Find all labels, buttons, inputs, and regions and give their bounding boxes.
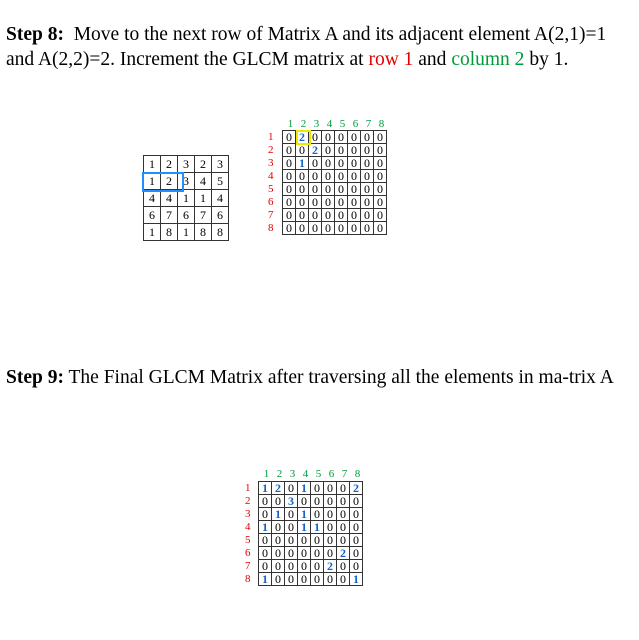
glcm-step8-row: [283, 222, 387, 235]
glcm-step8-cell: 0: [348, 209, 361, 222]
glcm-final-row: [259, 482, 363, 495]
glcm-step8-cell: 0: [322, 157, 335, 170]
matrix-a-cell: 7: [195, 207, 212, 224]
glcm-final-cell: 0: [259, 534, 272, 547]
glcm-step8-col-index: 1: [287, 118, 294, 130]
glcm-final-cell: 3: [285, 495, 298, 508]
glcm-final-row-index: 5: [245, 534, 251, 546]
matrix-a-pair-highlight: [142, 172, 184, 192]
glcm-step8-row-index: 8: [268, 222, 274, 234]
glcm-step8-cell-highlight: [296, 130, 311, 145]
glcm-step8-cell: 0: [361, 170, 374, 183]
matrix-a-cell: 1: [178, 224, 195, 241]
glcm-step8-cell: 0: [374, 144, 387, 157]
glcm-step8-cell: 0: [296, 222, 309, 235]
glcm-final-row: [259, 534, 363, 547]
matrix-a-cell: 2: [161, 173, 178, 190]
glcm-step8-row: [283, 144, 387, 157]
glcm-step8-row: [283, 170, 387, 183]
glcm-final-row: [259, 573, 363, 586]
glcm-final-cell: 0: [324, 508, 337, 521]
glcm-step8-cell: 0: [374, 183, 387, 196]
glcm-final-cell: 2: [324, 560, 337, 573]
glcm-step8-cell: 0: [374, 222, 387, 235]
glcm-step8-cell: 0: [348, 157, 361, 170]
glcm-step8-matrix: [282, 130, 387, 235]
glcm-step8-cell: 0: [335, 209, 348, 222]
glcm-step8-cell: 0: [296, 183, 309, 196]
glcm-final-cell: 0: [285, 560, 298, 573]
glcm-final-cell: 0: [350, 560, 363, 573]
glcm-final-cell: 0: [285, 547, 298, 560]
glcm-final-row: [259, 508, 363, 521]
matrix-a-cell: 6: [178, 207, 195, 224]
glcm-final-cell: 0: [272, 573, 285, 586]
glcm-step8-cell: 0: [335, 170, 348, 183]
glcm-final-cell: 0: [298, 534, 311, 547]
glcm-final-col-index: 4: [302, 468, 309, 480]
glcm-step8-cell: 0: [322, 131, 335, 144]
glcm-final-cell: 0: [298, 573, 311, 586]
glcm-step8-col-index: 4: [326, 118, 333, 130]
matrix-a-cell: 4: [161, 190, 178, 207]
glcm-step8-cell: 0: [374, 131, 387, 144]
glcm-final-cell: 1: [298, 521, 311, 534]
glcm-final-cell: 0: [324, 573, 337, 586]
matrix-a-row: [144, 190, 229, 207]
glcm-final-col-index: 3: [289, 468, 296, 480]
glcm-final-cell: 0: [285, 521, 298, 534]
matrix-a-cell: 4: [212, 190, 229, 207]
glcm-step8-cell: 0: [348, 183, 361, 196]
glcm-final-row-index: 2: [245, 495, 251, 507]
glcm-final-cell: 0: [337, 521, 350, 534]
glcm-final-cell: 0: [298, 560, 311, 573]
glcm-final-row-index: 3: [245, 508, 251, 520]
glcm-step8-cell: 0: [322, 222, 335, 235]
glcm-final-cell: 0: [350, 495, 363, 508]
matrix-a-cell: 3: [178, 156, 195, 173]
glcm-final-cell: 0: [350, 534, 363, 547]
glcm-step8-cell: 0: [309, 196, 322, 209]
glcm-step8-col-index: 8: [378, 118, 385, 130]
glcm-final-cell: 2: [337, 547, 350, 560]
glcm-step8-cell: 2: [309, 144, 322, 157]
glcm-step8-col-index: 3: [313, 118, 320, 130]
matrix-a-cell: 6: [144, 207, 161, 224]
matrix-a-cell: 3: [212, 156, 229, 173]
glcm-final-cell: 0: [337, 534, 350, 547]
glcm-final-cell: 0: [285, 482, 298, 495]
glcm-final-cell: 0: [350, 521, 363, 534]
glcm-step8-row-index: 1: [268, 131, 274, 143]
glcm-final-col-index: 5: [315, 468, 322, 480]
glcm-step8-cell: 0: [361, 144, 374, 157]
glcm-final-row: [259, 560, 363, 573]
step8-text: Move to the next row of Matrix A and its adjacent element A(2,1)=1 and A(2,2)=2. Increment the GLCM matrix at: [6, 24, 607, 70]
glcm-step8-cell: 0: [335, 144, 348, 157]
glcm-step8-cell: 0: [309, 131, 322, 144]
glcm-step8-cell: 0: [348, 222, 361, 235]
glcm-final-cell: 2: [272, 482, 285, 495]
glcm-final-row: [259, 521, 363, 534]
matrix-a-cell: 6: [212, 207, 229, 224]
glcm-step8-row-index: 2: [268, 144, 274, 156]
glcm-final-row-index: 4: [245, 521, 251, 533]
glcm-final-cell: 0: [337, 560, 350, 573]
glcm-step8-cell: 0: [309, 157, 322, 170]
glcm-step8-cell: 0: [283, 131, 296, 144]
glcm-final-cell: 0: [272, 547, 285, 560]
glcm-step8-cell: 0: [335, 196, 348, 209]
glcm-final-cell: 0: [272, 534, 285, 547]
matrix-a-cell: 2: [195, 156, 212, 173]
glcm-step8-cell: 0: [322, 170, 335, 183]
glcm-step8-cell: 0: [374, 196, 387, 209]
matrix-a-cell: 8: [195, 224, 212, 241]
glcm-final-cell: 0: [311, 495, 324, 508]
glcm-final-cell: 1: [298, 482, 311, 495]
matrix-a-cell: 5: [212, 173, 229, 190]
glcm-step8-column-indices: [284, 118, 388, 130]
glcm-final-cell: 0: [259, 495, 272, 508]
step8-row-word: row 1: [368, 49, 414, 70]
glcm-final-cell: 0: [311, 508, 324, 521]
glcm-step8-row-index: 6: [268, 196, 274, 208]
glcm-final-cell: 1: [298, 508, 311, 521]
glcm-step8-cell: 0: [309, 183, 322, 196]
glcm-step8-row: [283, 157, 387, 170]
glcm-final-cell: 0: [298, 495, 311, 508]
glcm-step8-cell: 0: [374, 170, 387, 183]
glcm-final-cell: 0: [350, 508, 363, 521]
glcm-final-row-index: 6: [245, 547, 251, 559]
glcm-final-cell: 0: [285, 534, 298, 547]
glcm-step8-cell: 0: [283, 157, 296, 170]
glcm-final-row-index: 8: [245, 573, 251, 585]
glcm-final-cell: 1: [272, 508, 285, 521]
glcm-step8-row-index: 3: [268, 157, 274, 169]
glcm-final-matrix: [258, 481, 363, 586]
glcm-final-row-index: 7: [245, 560, 251, 572]
glcm-step8-cell: 0: [283, 183, 296, 196]
glcm-step8-cell: 0: [322, 144, 335, 157]
glcm-final-cell: 1: [259, 482, 272, 495]
step8-paragraph: [6, 22, 634, 72]
glcm-step8-cell: 0: [309, 209, 322, 222]
step9-paragraph: [6, 365, 616, 390]
glcm-step8-cell: 0: [361, 209, 374, 222]
matrix-a-cell: 1: [144, 224, 161, 241]
glcm-final-cell: 0: [272, 495, 285, 508]
glcm-final-cell: 2: [350, 482, 363, 495]
glcm-final-cell: 0: [311, 560, 324, 573]
glcm-step8-cell: 0: [309, 170, 322, 183]
glcm-final-row-index: 1: [245, 482, 251, 494]
matrix-a-cell: 8: [161, 224, 178, 241]
glcm-final-cell: 0: [272, 521, 285, 534]
glcm-step8-cell: 0: [283, 170, 296, 183]
glcm-step8-col-index: 6: [352, 118, 359, 130]
glcm-final-row: [259, 547, 363, 560]
step8-between: and: [413, 49, 452, 70]
glcm-final-column-indices: [260, 468, 364, 480]
glcm-step8-cell: 1: [296, 157, 309, 170]
glcm-step8-cell: 0: [348, 196, 361, 209]
glcm-step8-cell: 0: [348, 144, 361, 157]
glcm-step8-cell: 0: [374, 209, 387, 222]
glcm-final-cell: 0: [324, 521, 337, 534]
glcm-final-cell: 0: [285, 573, 298, 586]
matrix-a-row: [144, 156, 229, 173]
matrix-a-cell: 1: [144, 156, 161, 173]
glcm-step8-cell: 0: [296, 196, 309, 209]
matrix-a: [143, 155, 229, 241]
glcm-final-cell: 0: [311, 573, 324, 586]
glcm-final-cell: 1: [350, 573, 363, 586]
glcm-final-cell: 0: [337, 508, 350, 521]
glcm-step8-cell: 0: [374, 157, 387, 170]
matrix-a-cell: 8: [212, 224, 229, 241]
glcm-step8-cell: 0: [361, 183, 374, 196]
glcm-step8-row-index: 7: [268, 209, 274, 221]
glcm-final-cell: 0: [337, 482, 350, 495]
glcm-final-col-index: 7: [341, 468, 348, 480]
glcm-step8-row: [283, 183, 387, 196]
glcm-final-cell: 0: [337, 573, 350, 586]
glcm-step8-cell: 0: [361, 157, 374, 170]
matrix-a-cell: 4: [144, 190, 161, 207]
glcm-final-cell: 0: [324, 495, 337, 508]
glcm-final-cell: 0: [324, 534, 337, 547]
glcm-step8-row: [283, 196, 387, 209]
glcm-step8-row-index: 5: [268, 183, 274, 195]
glcm-step8-cell: 0: [361, 131, 374, 144]
glcm-step8-cell: 0: [361, 196, 374, 209]
glcm-step8-cell: 0: [322, 183, 335, 196]
glcm-step8-col-index: 2: [300, 118, 307, 130]
glcm-final-cell: 1: [259, 521, 272, 534]
step8-label: Step 8:: [6, 24, 64, 45]
glcm-step8-cell: 0: [348, 170, 361, 183]
step8-col-word: column 2: [451, 49, 525, 70]
glcm-final-cell: 0: [272, 560, 285, 573]
glcm-final-cell: 0: [311, 482, 324, 495]
matrix-a-cell: 1: [178, 190, 195, 207]
glcm-step8-cell: 0: [348, 131, 361, 144]
glcm-step8-cell: 0: [283, 144, 296, 157]
glcm-final-row: [259, 495, 363, 508]
step9-label: Step 9:: [6, 367, 64, 388]
glcm-step8-cell: 0: [335, 222, 348, 235]
glcm-step8-cell: 0: [283, 209, 296, 222]
glcm-final-cell: 0: [350, 547, 363, 560]
glcm-final-cell: 0: [285, 508, 298, 521]
glcm-step8-cell: 0: [322, 209, 335, 222]
glcm-final-cell: 1: [259, 573, 272, 586]
glcm-step8-cell: 0: [283, 196, 296, 209]
matrix-a-cell: 7: [161, 207, 178, 224]
matrix-a-cell: 4: [195, 173, 212, 190]
glcm-final-col-index: 6: [328, 468, 335, 480]
matrix-a-cell: 2: [161, 156, 178, 173]
step8-text-after: by 1.: [524, 49, 569, 70]
glcm-final-row-indices: [245, 482, 251, 586]
glcm-step8-cell: 0: [296, 144, 309, 157]
glcm-step8-cell: 0: [296, 170, 309, 183]
glcm-step8-cell: 0: [322, 196, 335, 209]
glcm-step8-row-indices: [268, 131, 274, 235]
glcm-final-col-index: 1: [263, 468, 270, 480]
matrix-a-cell: 3: [178, 173, 195, 190]
glcm-final-cell: 0: [324, 482, 337, 495]
glcm-step8-cell: 0: [335, 131, 348, 144]
matrix-a-cell: 1: [144, 173, 161, 190]
matrix-a-cell: 1: [195, 190, 212, 207]
glcm-final-cell: 0: [337, 495, 350, 508]
glcm-final-cell: 0: [311, 534, 324, 547]
glcm-final-col-index: 8: [354, 468, 361, 480]
glcm-step8-cell: 2: [296, 131, 309, 144]
glcm-step8-cell: 0: [361, 222, 374, 235]
step9-text: The Final GLCM Matrix after traversing all the elements in ma-trix A: [68, 367, 614, 388]
glcm-final-cell: 0: [298, 547, 311, 560]
matrix-a-row: [144, 224, 229, 241]
matrix-a-row: [144, 207, 229, 224]
glcm-step8-cell: 0: [335, 183, 348, 196]
glcm-step8-cell: 0: [309, 222, 322, 235]
glcm-final-cell: 0: [311, 547, 324, 560]
glcm-final-cell: 0: [259, 547, 272, 560]
glcm-step8-col-index: 5: [339, 118, 346, 130]
glcm-final-cell: 0: [259, 560, 272, 573]
glcm-step8-col-index: 7: [365, 118, 372, 130]
glcm-step8-cell: 0: [283, 222, 296, 235]
glcm-step8-cell: 0: [296, 209, 309, 222]
glcm-final-cell: 0: [324, 547, 337, 560]
glcm-step8-row-index: 4: [268, 170, 274, 182]
glcm-final-cell: 0: [259, 508, 272, 521]
glcm-step8-cell: 0: [335, 157, 348, 170]
glcm-final-col-index: 2: [276, 468, 283, 480]
glcm-step8-row: [283, 209, 387, 222]
glcm-final-cell: 1: [311, 521, 324, 534]
